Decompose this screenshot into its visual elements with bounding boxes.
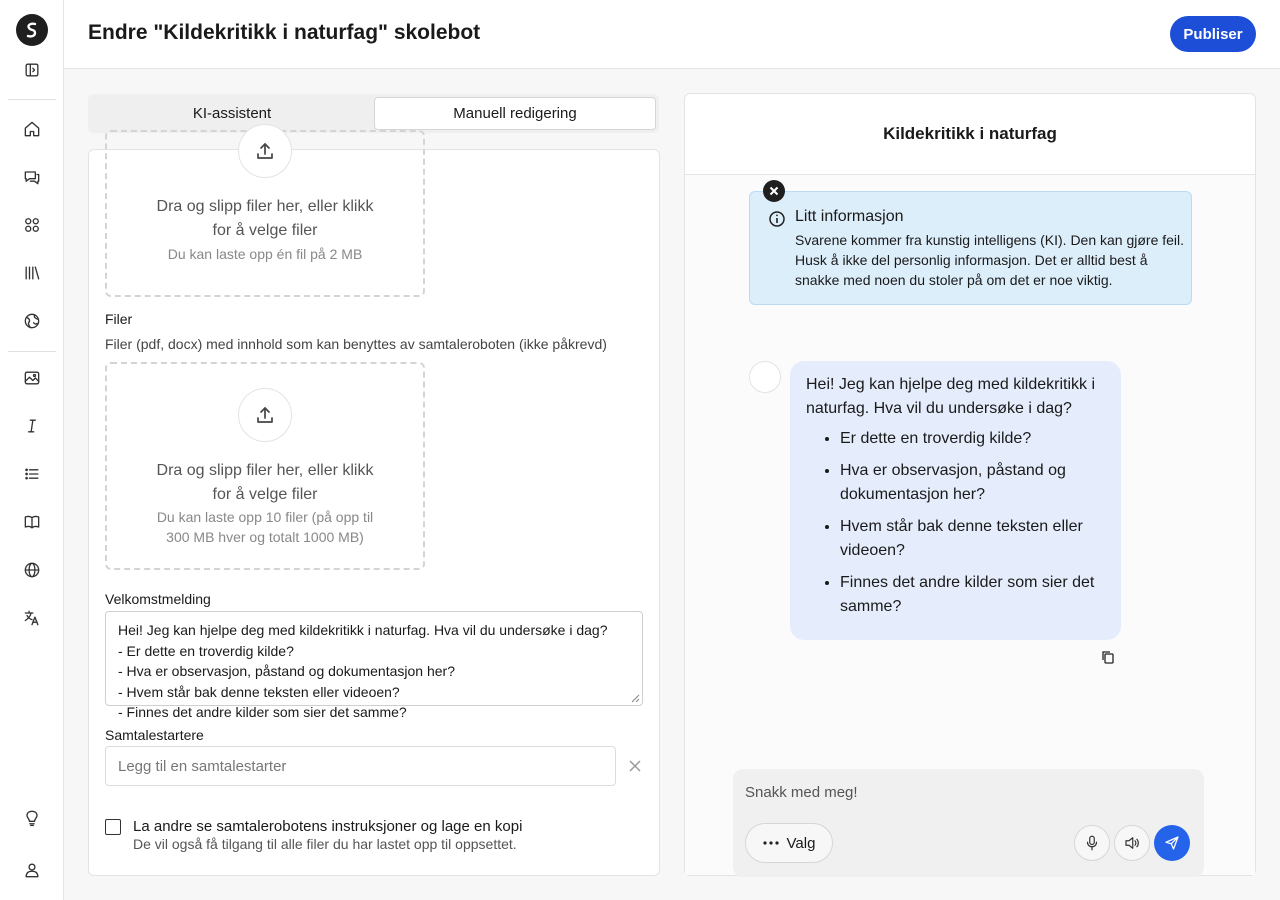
preview-title: Kildekritikk i naturfag — [685, 94, 1255, 175]
publish-button[interactable]: Publiser — [1170, 16, 1256, 52]
speaker-button[interactable] — [1114, 825, 1150, 861]
welcome-message-textarea[interactable] — [105, 611, 643, 720]
options-button[interactable] — [745, 823, 833, 863]
library-icon[interactable] — [20, 261, 44, 285]
edit-form — [88, 149, 660, 876]
italic-icon[interactable] — [20, 414, 44, 438]
message-intro: Hei! Jeg kan hjelpe deg med kildekritikk i naturfag. Hva vil du undersøke i dag? — [806, 376, 1096, 417]
list-icon[interactable] — [20, 462, 44, 486]
tab-manual-editing[interactable]: Manuell redigering — [374, 97, 656, 130]
resize-grip-icon[interactable] — [630, 693, 640, 703]
message-item: • Er dette en troverdig kilde? — [840, 427, 1105, 451]
info-notice — [749, 191, 1192, 305]
starter-input[interactable] — [105, 746, 616, 786]
sidebar-divider — [8, 351, 56, 352]
world-icon[interactable] — [20, 558, 44, 582]
welcome-line: - Finnes det andre kilder som sier det samme? — [118, 704, 407, 720]
dropzone-text-line1: Dra og slipp filer her, eller klikk — [156, 462, 374, 479]
clear-icon[interactable] — [625, 756, 645, 776]
translate-icon[interactable] — [20, 606, 44, 630]
welcome-line: - Hvem står bak denne teksten eller videoen? — [118, 683, 400, 700]
tab-ai-assistant[interactable]: KI-assistent — [192, 105, 272, 122]
logo-icon[interactable] — [16, 14, 48, 46]
files-dropzone[interactable] — [105, 362, 425, 570]
bot-message — [790, 361, 1121, 640]
options-label: Valg — [786, 834, 816, 852]
apps-icon[interactable] — [20, 213, 44, 237]
lightbulb-icon[interactable] — [20, 806, 44, 830]
dropzone-limit-line1: Du kan laste opp 10 filer (på opp til — [156, 509, 374, 525]
message-item: • Finnes det andre kilder som sier det samme? — [840, 571, 1105, 619]
welcome-line: Hei! Jeg kan hjelpe deg med kildekritikk i naturfag. Hva vil du undersøke i dag? — [118, 622, 608, 638]
microphone-button[interactable] — [1074, 825, 1110, 861]
files-label: Filer — [105, 311, 133, 327]
chat-area — [685, 175, 1255, 875]
image-icon[interactable] — [20, 366, 44, 390]
files-description: Filer (pdf, docx) med innhold som kan benyttes av samtaleroboten (ikke påkrevd) — [105, 336, 607, 352]
message-item: • Hva er observasjon, påstand og dokumentasjon her? — [840, 459, 1105, 507]
sidebar-divider — [8, 99, 56, 100]
share-checkbox[interactable] — [105, 819, 121, 835]
upload-icon — [238, 388, 292, 442]
image-dropzone[interactable] — [105, 130, 425, 297]
welcome-line: - Er dette en troverdig kilde? — [118, 642, 294, 659]
dropzone-limit: Du kan laste opp én fil på 2 MB — [167, 246, 363, 262]
chat-icon[interactable] — [20, 165, 44, 189]
info-text: Svarene kommer fra kunstig intelligens (KI). Den kan gjøre feil. Husk å ikke del personlig informasjon. Det er alltid best å snakke med noen du stoler på om det er noe viktig. — [795, 232, 1185, 288]
welcome-label: Velkomstmelding — [105, 591, 211, 607]
speaker-icon — [1123, 834, 1141, 852]
welcome-line: - Hva er observasjon, påstand og dokumentasjon her? — [118, 663, 455, 679]
user-icon[interactable] — [20, 858, 44, 882]
mode-tabs — [88, 94, 659, 133]
page-header — [64, 0, 1280, 69]
send-icon — [1163, 834, 1181, 852]
page-title: Endre "Kildekritikk i naturfag" skolebot — [88, 21, 481, 44]
globe-icon[interactable] — [20, 309, 44, 333]
share-description: De vil også få tilgang til alle filer du har lastet opp til oppsettet. — [133, 836, 517, 852]
dropzone-text-line1: Dra og slipp filer her, eller klikk — [156, 198, 374, 215]
copy-icon[interactable] — [1100, 649, 1116, 665]
info-icon — [768, 210, 786, 228]
bot-avatar — [749, 361, 781, 393]
chat-preview — [684, 93, 1256, 876]
sidebar — [0, 0, 64, 900]
dropzone-limit-line2: 300 MB hver og totalt 1000 MB) — [166, 529, 364, 545]
microphone-icon — [1083, 834, 1101, 852]
book-icon[interactable] — [20, 510, 44, 534]
home-icon[interactable] — [20, 117, 44, 141]
upload-icon — [238, 124, 292, 178]
close-info-button[interactable] — [763, 180, 785, 202]
message-item: • Hvem står bak denne teksten eller videoen? — [840, 515, 1105, 563]
dropzone-text-line2: for å velge filer — [212, 222, 318, 239]
starters-label: Samtalestartere — [105, 727, 204, 743]
chat-composer — [733, 769, 1204, 877]
send-button[interactable] — [1154, 825, 1190, 861]
close-icon — [769, 186, 779, 196]
chat-input[interactable] — [745, 781, 1185, 803]
share-label: La andre se samtalerobotens instruksjoner og lage en kopi — [133, 818, 523, 835]
info-title: Litt informasjon — [795, 208, 904, 225]
panel-toggle-icon[interactable] — [20, 58, 44, 82]
dropzone-text-line2: for å velge filer — [212, 486, 318, 503]
more-icon — [763, 841, 779, 845]
